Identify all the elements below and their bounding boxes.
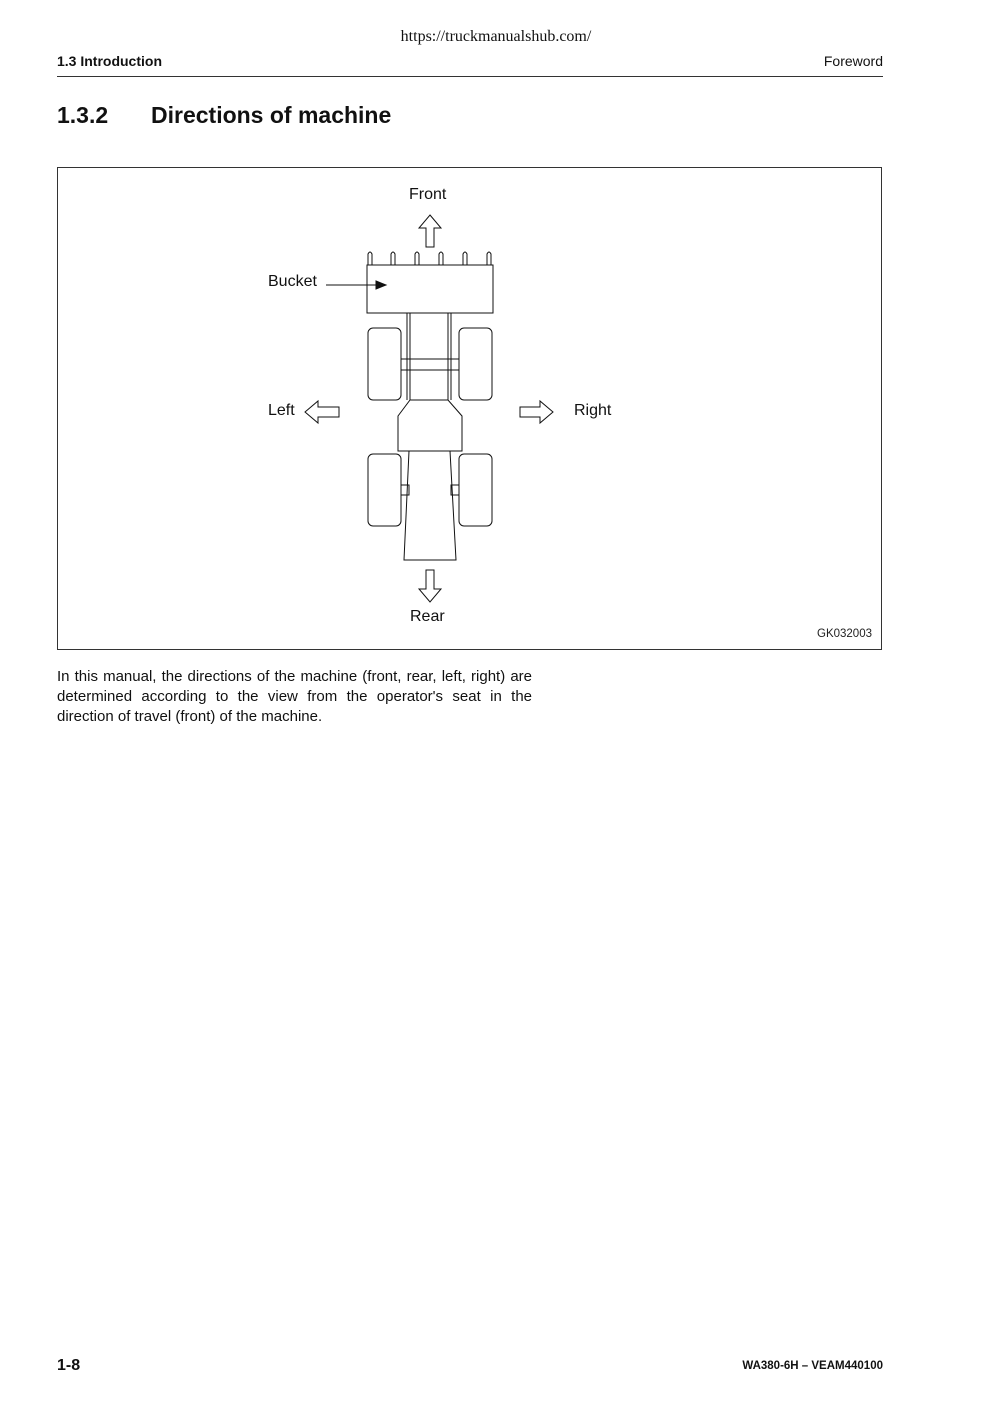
watermark-url: https://truckmanualshub.com/ bbox=[400, 28, 592, 45]
front-label: Front bbox=[409, 186, 447, 203]
wheel-loader-diagram bbox=[58, 168, 883, 651]
rear-arrow-icon bbox=[419, 570, 441, 602]
right-label: Right bbox=[574, 402, 612, 419]
front-right-wheel bbox=[459, 328, 492, 400]
rear-left-wheel bbox=[368, 454, 401, 526]
model-code: WA380-6H – VEAM440100 bbox=[742, 1360, 883, 1372]
rear-label: Rear bbox=[410, 608, 445, 625]
right-arrow-icon bbox=[520, 401, 553, 423]
bucket-shape bbox=[367, 265, 493, 313]
figure-frame bbox=[57, 167, 882, 650]
header-rule bbox=[57, 76, 883, 77]
bucket-pointer-arrow-icon bbox=[376, 281, 386, 289]
figure-code: GK032003 bbox=[817, 628, 872, 640]
section-title: Directions of machine bbox=[151, 102, 392, 128]
bucket-teeth bbox=[368, 252, 491, 265]
front-left-wheel bbox=[368, 328, 401, 400]
bucket-label: Bucket bbox=[268, 273, 317, 290]
rear-frame bbox=[404, 451, 456, 560]
left-arrow-icon bbox=[305, 401, 339, 423]
header-chapter: Foreword bbox=[823, 53, 883, 69]
section-number: 1.3.2 bbox=[57, 102, 109, 128]
rear-right-wheel bbox=[459, 454, 492, 526]
front-arrow-icon bbox=[419, 215, 441, 247]
cab-section bbox=[398, 400, 462, 451]
left-label: Left bbox=[268, 402, 295, 419]
page-number: 1-8 bbox=[57, 1357, 81, 1374]
body-paragraph: In this manual, the directions of the machine (front, rear, left, right) are determined according to the view from the operator's seat in the direction of travel (front) of the machine. bbox=[57, 668, 532, 725]
header-section-ref: 1.3 Introduction bbox=[57, 53, 162, 69]
